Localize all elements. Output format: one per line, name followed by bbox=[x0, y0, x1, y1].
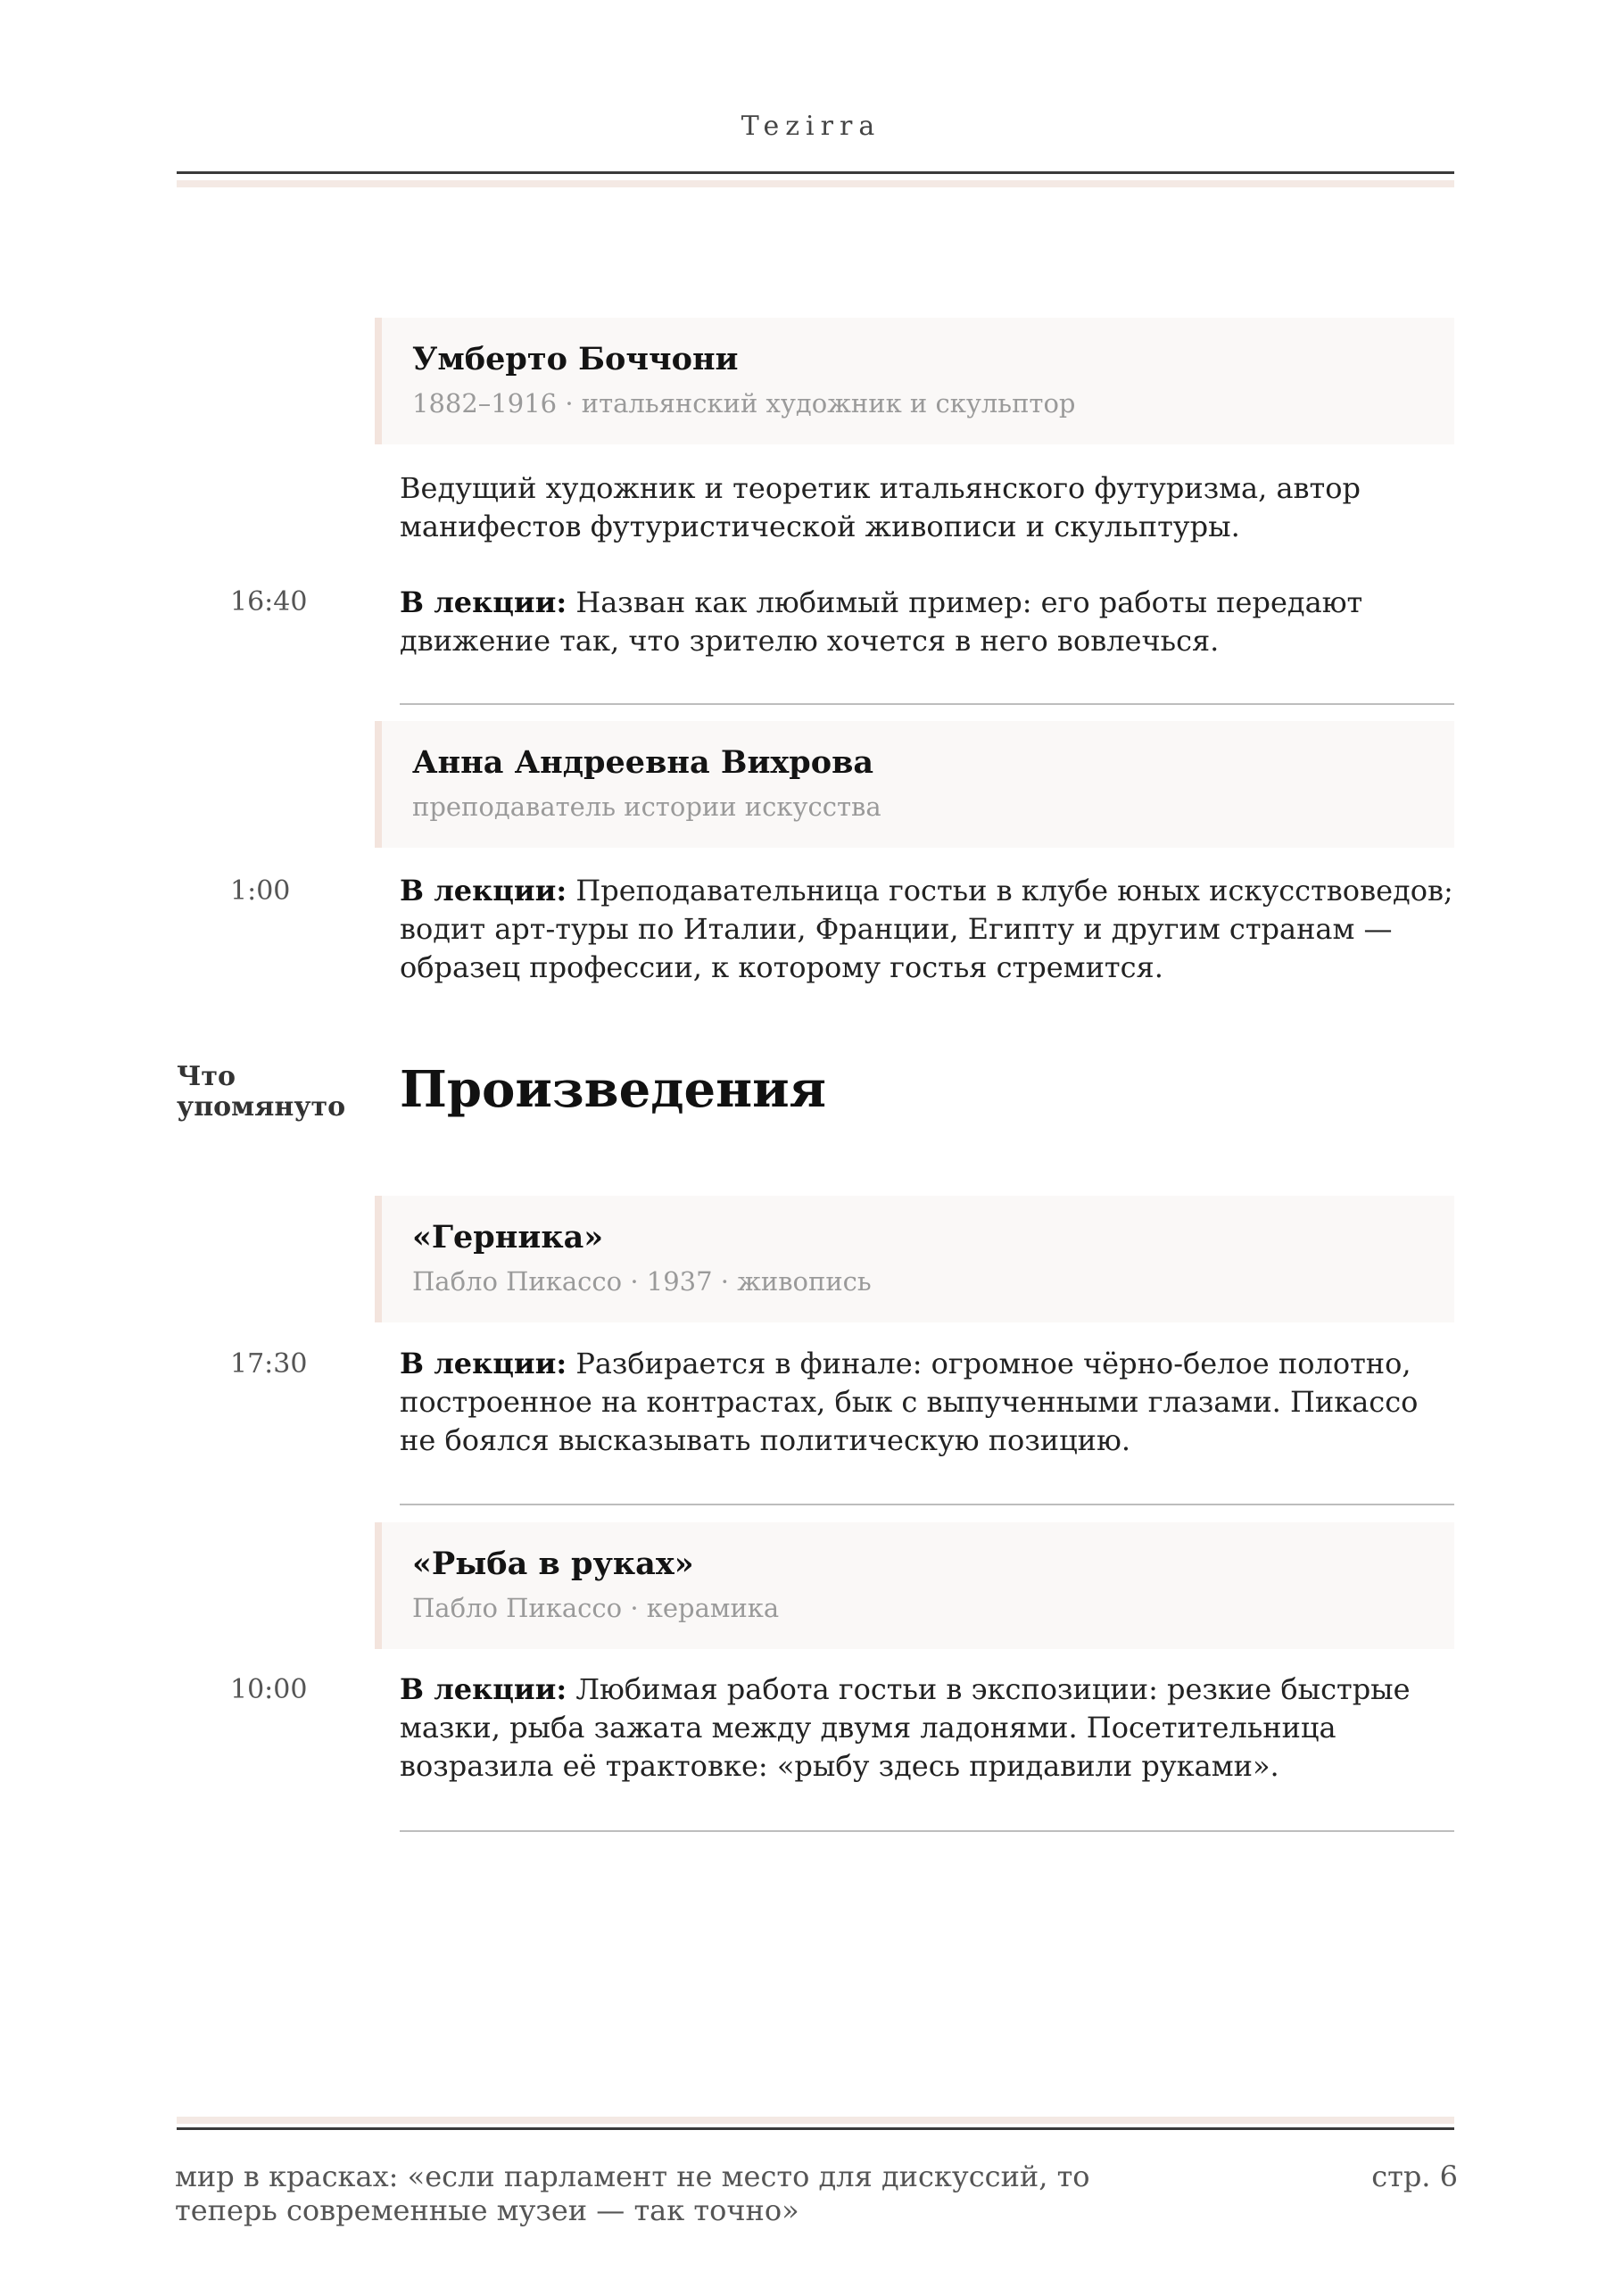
separator bbox=[400, 1504, 1454, 1505]
work-card bbox=[375, 1196, 1454, 1322]
person-card bbox=[375, 721, 1454, 848]
person-subtitle: преподаватель истории искусства bbox=[412, 792, 881, 822]
lecture-note bbox=[400, 1345, 1454, 1460]
person-subtitle: 1882–1916 · итальянский художник и скульптор bbox=[412, 388, 1076, 419]
header-rule bbox=[177, 171, 1454, 174]
separator bbox=[400, 703, 1454, 705]
person-card bbox=[375, 318, 1454, 444]
brand-title: Tezirra bbox=[741, 111, 881, 142]
lecture-note bbox=[400, 1670, 1454, 1786]
page-number: стр. 6 bbox=[1371, 2159, 1458, 2193]
footer-title: мир в красках: «если парламент не место для дискуссий, то теперь современные музеи — так точно» bbox=[175, 2159, 1090, 2227]
person-description: Ведущий художник и теоретик итальянского футуризма, автор манифестов футуристической живописи и скульптуры. bbox=[400, 471, 1361, 543]
header-accent-rule bbox=[177, 180, 1454, 187]
work-subtitle: Пабло Пикассо · керамика bbox=[412, 1593, 780, 1623]
lecture-note bbox=[400, 584, 1454, 660]
note-label: В лекции: bbox=[400, 1672, 567, 1706]
note-text: Преподавательница гостьи в клубе юных искусствоведов; водит арт-туры по Италии, Франции, Египту и другим странам — образец профессии, к которому гостья стремится. bbox=[400, 874, 1453, 984]
timestamp: 10:00 bbox=[230, 1674, 308, 1705]
lecture-note bbox=[400, 872, 1454, 987]
work-title: «Герника» bbox=[412, 1219, 604, 1256]
footer-rule bbox=[177, 2127, 1454, 2130]
note-label: В лекции: bbox=[400, 1347, 567, 1380]
work-title: «Рыба в руках» bbox=[412, 1546, 694, 1582]
section-title: Произведения bbox=[400, 1060, 827, 1119]
footer-accent-rule bbox=[177, 2117, 1454, 2124]
section-label: Что упомянуто bbox=[177, 1061, 346, 1123]
note-label: В лекции: bbox=[400, 585, 567, 619]
note-label: В лекции: bbox=[400, 874, 567, 908]
timestamp: 16:40 bbox=[230, 586, 308, 618]
work-subtitle: Пабло Пикассо · 1937 · живопись bbox=[412, 1266, 872, 1297]
note-text: Любимая работа гостьи в экспозиции: резкие быстрые мазки, рыба зажата между двумя ладонями. Посетительница возразила её трактовке: «рыбу здесь придавили руками». bbox=[400, 1672, 1411, 1783]
person-name: Анна Андреевна Вихрова bbox=[412, 744, 874, 781]
timestamp: 17:30 bbox=[230, 1348, 308, 1380]
separator bbox=[400, 1830, 1454, 1832]
note-text: Разбирается в финале: огромное чёрно-белое полотно, построенное на контрастах, бык с выпученными глазами. Пикассо не боялся высказывать политическую позицию. bbox=[400, 1347, 1419, 1457]
timestamp: 1:00 bbox=[230, 875, 291, 907]
person-name: Умберто Боччони bbox=[412, 341, 739, 377]
note-text: Назван как любимый пример: его работы передают движение так, что зрителю хочется в него вовлечься. bbox=[400, 585, 1363, 658]
work-card bbox=[375, 1522, 1454, 1649]
